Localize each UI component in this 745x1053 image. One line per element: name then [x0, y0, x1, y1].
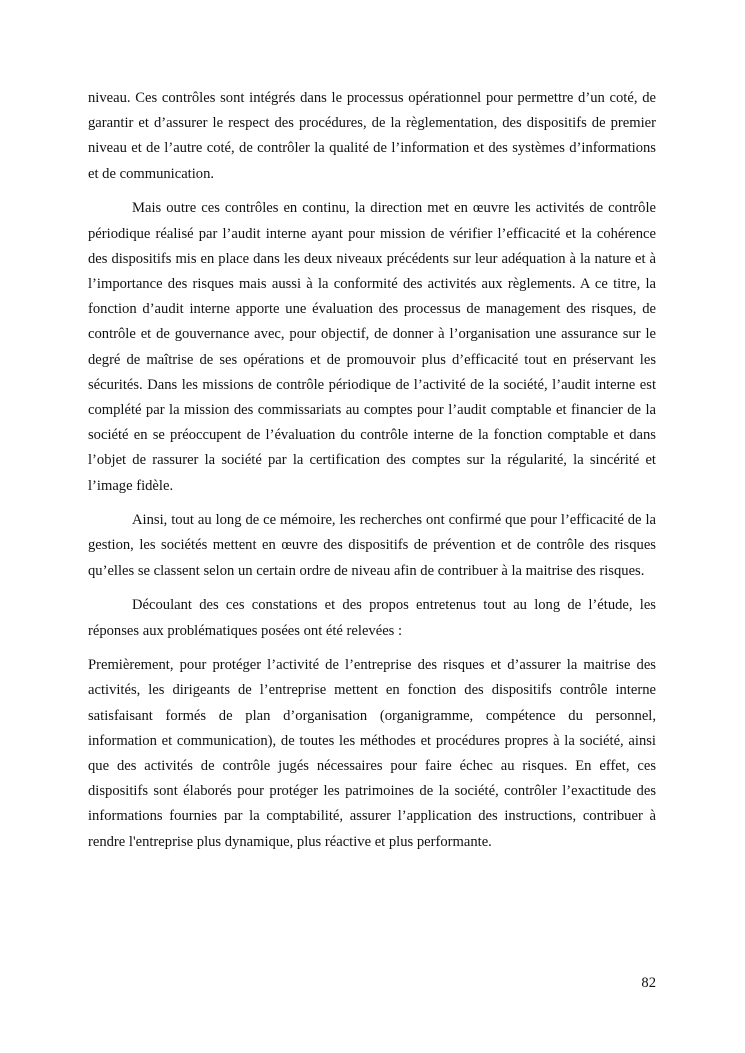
paragraph-research-summary: Ainsi, tout au long de ce mémoire, les recherches ont confirmé que pour l’efficacité de la gestion, les sociétés mettent en œuvre des dispositifs de prévention et de contrôle des risques qu’elles se classent selon un certain ordre de niveau afin de contribuer à la maitrise des risques. — [88, 512, 656, 579]
paragraph-first-answer: Premièrement, pour protéger l’activité de l’entreprise des risques et d’assurer la maitrise des activités, les dirigeants de l’entreprise mettent en fonction des dispositifs contrôle interne satisfaisant formés de plan d’organisation (organigramme, compétence du personnel, information et communication), de toutes les méthodes et procédures propres à la société, ainsi que des activités de contrôle jugés nécessaires pour faire échec au risques. En effet, ces dispositifs sont élaborés pour protéger les patrimoines de la société, contrôler l’exactitude des informations fournies par la comptabilité, assurer l’application des instructions, contribuer à rendre l'entreprise plus dynamique, plus réactive et plus performante. — [88, 657, 656, 850]
document-body — [88, 86, 656, 864]
paragraph-findings-intro: Découlant des ces constations et des propos entretenus tout au long de l’étude, les réponses aux problématiques posées ont été relevées : — [88, 597, 656, 639]
page-number: 82 — [641, 975, 656, 991]
paragraph-periodic-control: Mais outre ces contrôles en continu, la direction met en œuvre les activités de contrôle périodique réalisé par l’audit interne ayant pour mission de vérifier l’efficacité et la cohérence des dispositifs mis en place dans les deux niveaux précédents sur leur adéquation à la nature et à l’importance des risques mais aussi à la conformité des activités aux règlements. A ce titre, la fonction d’audit interne apporte une évaluation des processus de management des risques, de contrôle et de gouvernance avec, pour objectif, de donner à l’organisation une assurance sur le degré de maîtrise de ses opérations et de promouvoir plus d’efficacité tout en préservant les sécurités. Dans les missions de contrôle périodique de l’activité de la société, l’audit interne est complété par la mission des commissariats au comptes pour l’audit comptable et financier de la société en se préoccupent de l’évaluation du contrôle interne de la fonction comptable et dans l’objet de rassurer la société par la certification des comptes sur la régularité, la sincérité et l’image fidèle. — [88, 200, 656, 494]
paragraph-continuation: niveau. Ces contrôles sont intégrés dans le processus opérationnel pour permettre d’un coté, de garantir et d’assurer le respect des procédures, de la règlementation, des dispositifs de premier niveau et de l’autre coté, de contrôler la qualité de l’information et des systèmes d’informations et de communication. — [88, 90, 656, 182]
